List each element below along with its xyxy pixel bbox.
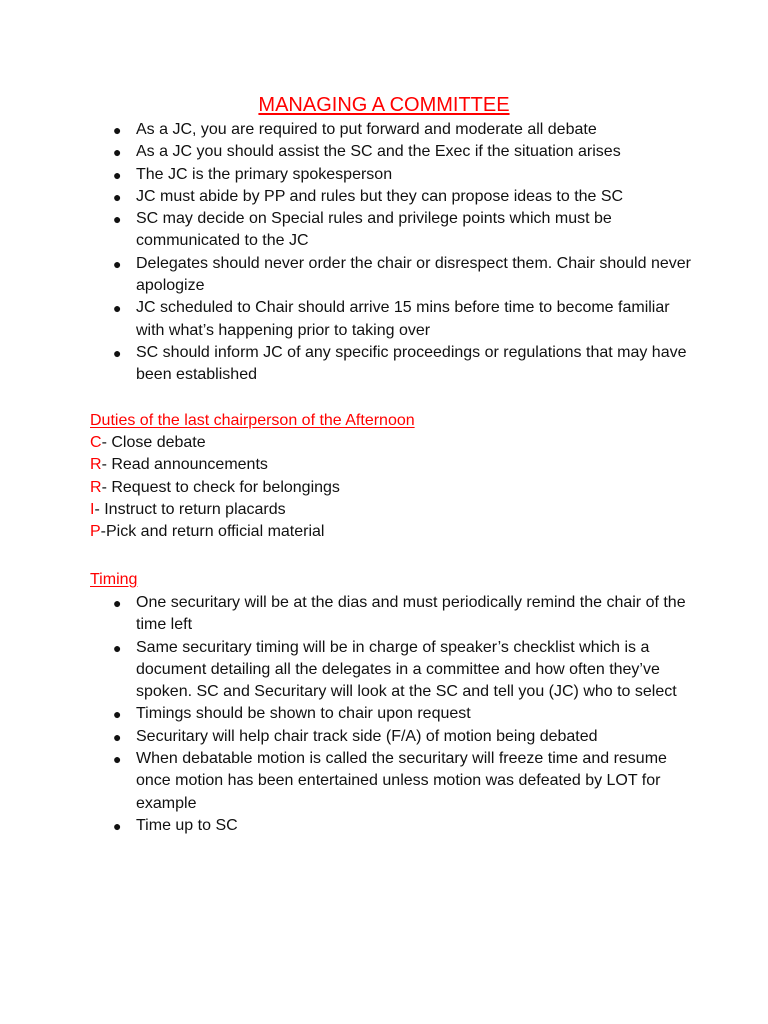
acronym-text: - Close debate bbox=[101, 434, 206, 451]
list-item bbox=[113, 637, 693, 704]
list-item bbox=[113, 253, 693, 298]
acronym-text: - Request to check for belongings bbox=[101, 478, 340, 496]
list-item-text: Delegates should never order the chair or disrespect them. Chair should never apologize bbox=[136, 254, 691, 295]
timing-list bbox=[113, 592, 693, 837]
acronym-item bbox=[90, 499, 340, 521]
acronym-letter: R bbox=[90, 478, 102, 496]
bullet-icon: ● bbox=[113, 255, 122, 272]
bullet-icon: ● bbox=[113, 300, 122, 317]
bullet-icon: ● bbox=[113, 188, 122, 205]
acronym-letter: C bbox=[90, 434, 102, 451]
page-title: MANAGING A COMMITTEE bbox=[258, 94, 510, 116]
bullet-icon: ● bbox=[113, 344, 122, 361]
acronym-item bbox=[90, 432, 340, 454]
list-item bbox=[113, 703, 693, 725]
acronym-item bbox=[90, 521, 340, 543]
bullet-icon: ● bbox=[113, 122, 122, 138]
bullet-icon: ● bbox=[113, 706, 122, 723]
committee-rules-list bbox=[113, 119, 693, 387]
list-item bbox=[113, 815, 693, 837]
list-item bbox=[113, 119, 693, 141]
bullet-icon: ● bbox=[113, 751, 122, 768]
acronym-item bbox=[90, 477, 340, 499]
list-item-text: The JC is the primary spokesperson bbox=[136, 165, 393, 183]
acronym-item bbox=[90, 454, 340, 476]
list-item-text: JC scheduled to Chair should arrive 15 mins before time to become familiar with what’s happening prior to taking over bbox=[136, 299, 670, 339]
section-heading-timing: Timing bbox=[90, 571, 138, 588]
bullet-icon: ● bbox=[113, 728, 122, 745]
list-item bbox=[113, 297, 693, 342]
list-item bbox=[113, 342, 693, 387]
bullet-icon: ● bbox=[113, 166, 122, 183]
duties-acronym-list bbox=[90, 432, 340, 543]
list-item-text: One securitary will be at the dias and must periodically remind the chair of the time left bbox=[136, 594, 686, 634]
acronym-text: -Pick and return official material bbox=[100, 523, 325, 541]
acronym-text: - Read announcements bbox=[101, 456, 268, 474]
list-item-text: Same securitary timing will be in charge of speaker’s checklist which is a document detailing all the delegates in a committee and how often they’ve spoken. SC and Securitary will look at the SC and tell you (JC) who to select bbox=[136, 638, 677, 701]
bullet-icon: ● bbox=[113, 639, 122, 656]
list-item-text: When debatable motion is called the securitary will freeze time and resume once motion has been entertained unless motion was defeated by LOT for example bbox=[136, 750, 667, 812]
bullet-icon: ● bbox=[113, 595, 122, 611]
acronym-text: - Instruct to return placards bbox=[94, 500, 286, 518]
list-item bbox=[113, 164, 693, 186]
list-item-text: SC may decide on Special rules and privilege points which must be communicated to the JC bbox=[136, 210, 612, 250]
list-item-text: JC must abide by PP and rules but they can propose ideas to the SC bbox=[136, 187, 624, 205]
list-item-text: As a JC you should assist the SC and the Exec if the situation arises bbox=[136, 143, 621, 161]
bullet-icon: ● bbox=[113, 817, 122, 834]
list-item bbox=[113, 748, 693, 815]
list-item bbox=[113, 726, 693, 748]
list-item-text: As a JC, you are required to put forward and moderate all debate bbox=[136, 121, 597, 138]
bullet-icon: ● bbox=[113, 211, 122, 228]
acronym-letter: P bbox=[90, 523, 101, 541]
list-item bbox=[113, 141, 693, 163]
acronym-letter: R bbox=[90, 456, 102, 474]
list-item-text: Timings should be shown to chair upon request bbox=[136, 705, 471, 723]
list-item bbox=[113, 208, 693, 253]
list-item-text: SC should inform JC of any specific proceedings or regulations that may have been established bbox=[136, 343, 687, 384]
acronym-letter: I bbox=[90, 500, 95, 518]
list-item-text: Securitary will help chair track side (F/A) of motion being debated bbox=[136, 727, 598, 745]
list-item-text: Time up to SC bbox=[136, 816, 238, 834]
section-heading-duties: Duties of the last chairperson of the Afternoon bbox=[90, 412, 415, 429]
list-item bbox=[113, 592, 693, 637]
bullet-icon: ● bbox=[113, 144, 122, 161]
list-item bbox=[113, 186, 693, 208]
